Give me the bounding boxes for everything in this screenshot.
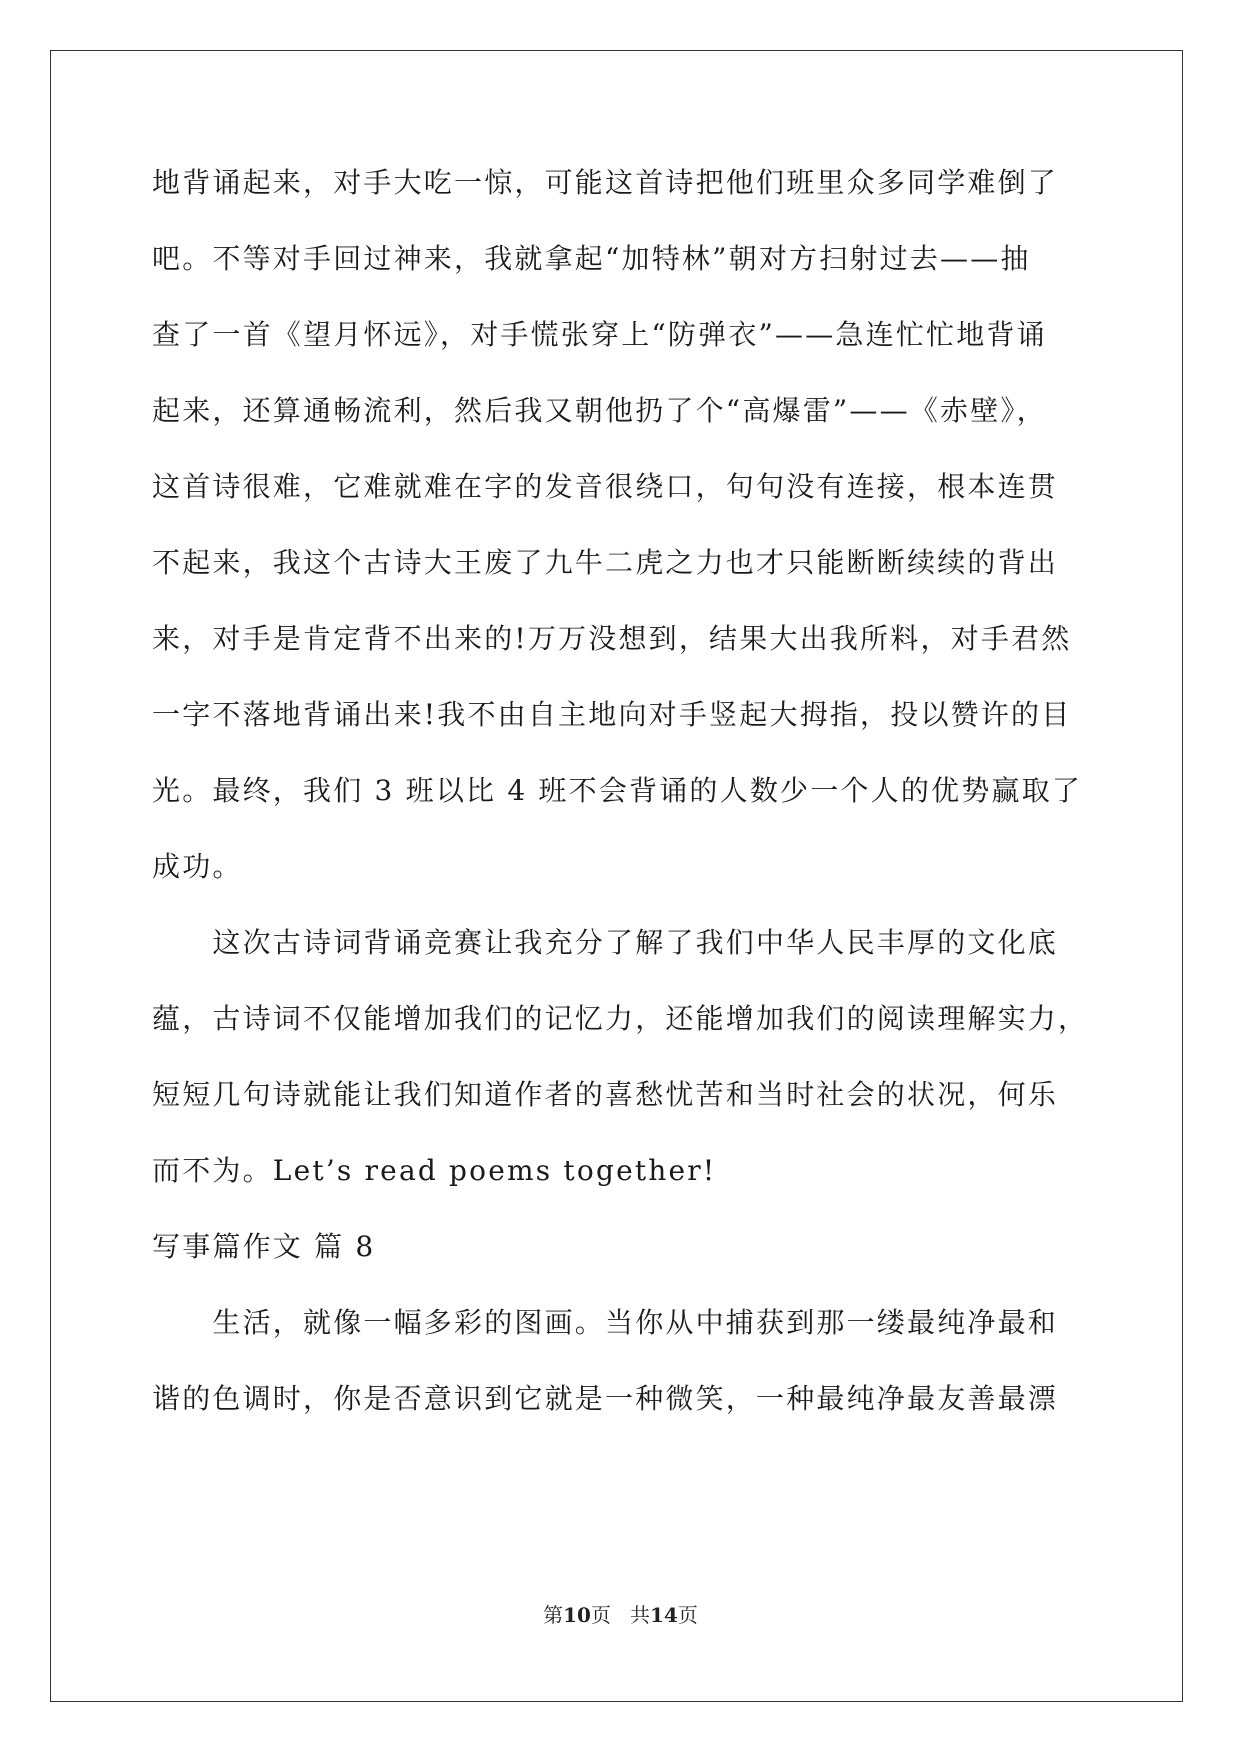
- text-line: 生活，就像一幅多彩的图画。当你从中捕获到那一缕最纯净最和: [152, 1306, 1059, 1339]
- text-line: 吧。不等对手回过神来，我就拿起“加特林”朝对方扫射过去——抽: [152, 242, 1031, 275]
- section-heading: 写事篇作文 篇 8: [152, 1230, 376, 1263]
- text-line: 查了一首《望月怀远》，对手慌张穿上“防弹衣”——急连忙忙地背诵: [152, 318, 1047, 351]
- text-line: 一字不落地背诵出来!我不由自主地向对手竖起大拇指，投以赞许的目: [152, 698, 1072, 731]
- text-line: 蕴，古诗词不仅能增加我们的记忆力，还能增加我们的阅读理解实力，: [152, 1002, 1089, 1035]
- text-line: 成功。: [152, 850, 243, 883]
- text-line: 谐的色调时，你是否意识到它就是一种微笑，一种最纯净最友善最漂: [152, 1382, 1059, 1415]
- text-line: 短短几句诗就能让我们知道作者的喜愁忧苦和当时社会的状况，何乐: [152, 1078, 1059, 1111]
- text-line: 这首诗很难，它难就难在字的发音很绕口，句句没有连接，根本连贯: [152, 470, 1059, 503]
- page-footer: [0, 1602, 1241, 1628]
- text-line: 地背诵起来，对手大吃一惊，可能这首诗把他们班里众多同学难倒了: [152, 166, 1059, 199]
- footer-total-prefix: 共: [630, 1603, 651, 1627]
- footer-total-unit: 页: [677, 1603, 698, 1627]
- text-line: 这次古诗词背诵竞赛让我充分了解了我们中华人民丰厚的文化底: [152, 926, 1059, 959]
- text-line: 而不为。Let’s read poems together!: [152, 1154, 717, 1187]
- text-line: 光。最终，我们 3 班以比 4 班不会背诵的人数少一个人的优势赢取了: [152, 774, 1083, 807]
- current-page-number: 10: [563, 1603, 591, 1627]
- text-line: 起来，还算通畅流利，然后我又朝他扔了个“高爆雷”——《赤壁》，: [152, 394, 1047, 427]
- footer-prefix: 第: [543, 1603, 564, 1627]
- text-line: 不起来，我这个古诗大王废了九牛二虎之力也才只能断断续续的背出: [152, 546, 1059, 579]
- text-line: 来，对手是肯定背不出来的!万万没想到，结果大出我所料，对手君然: [152, 622, 1072, 655]
- footer-page-unit: 页: [590, 1603, 611, 1627]
- total-pages-number: 14: [650, 1603, 678, 1627]
